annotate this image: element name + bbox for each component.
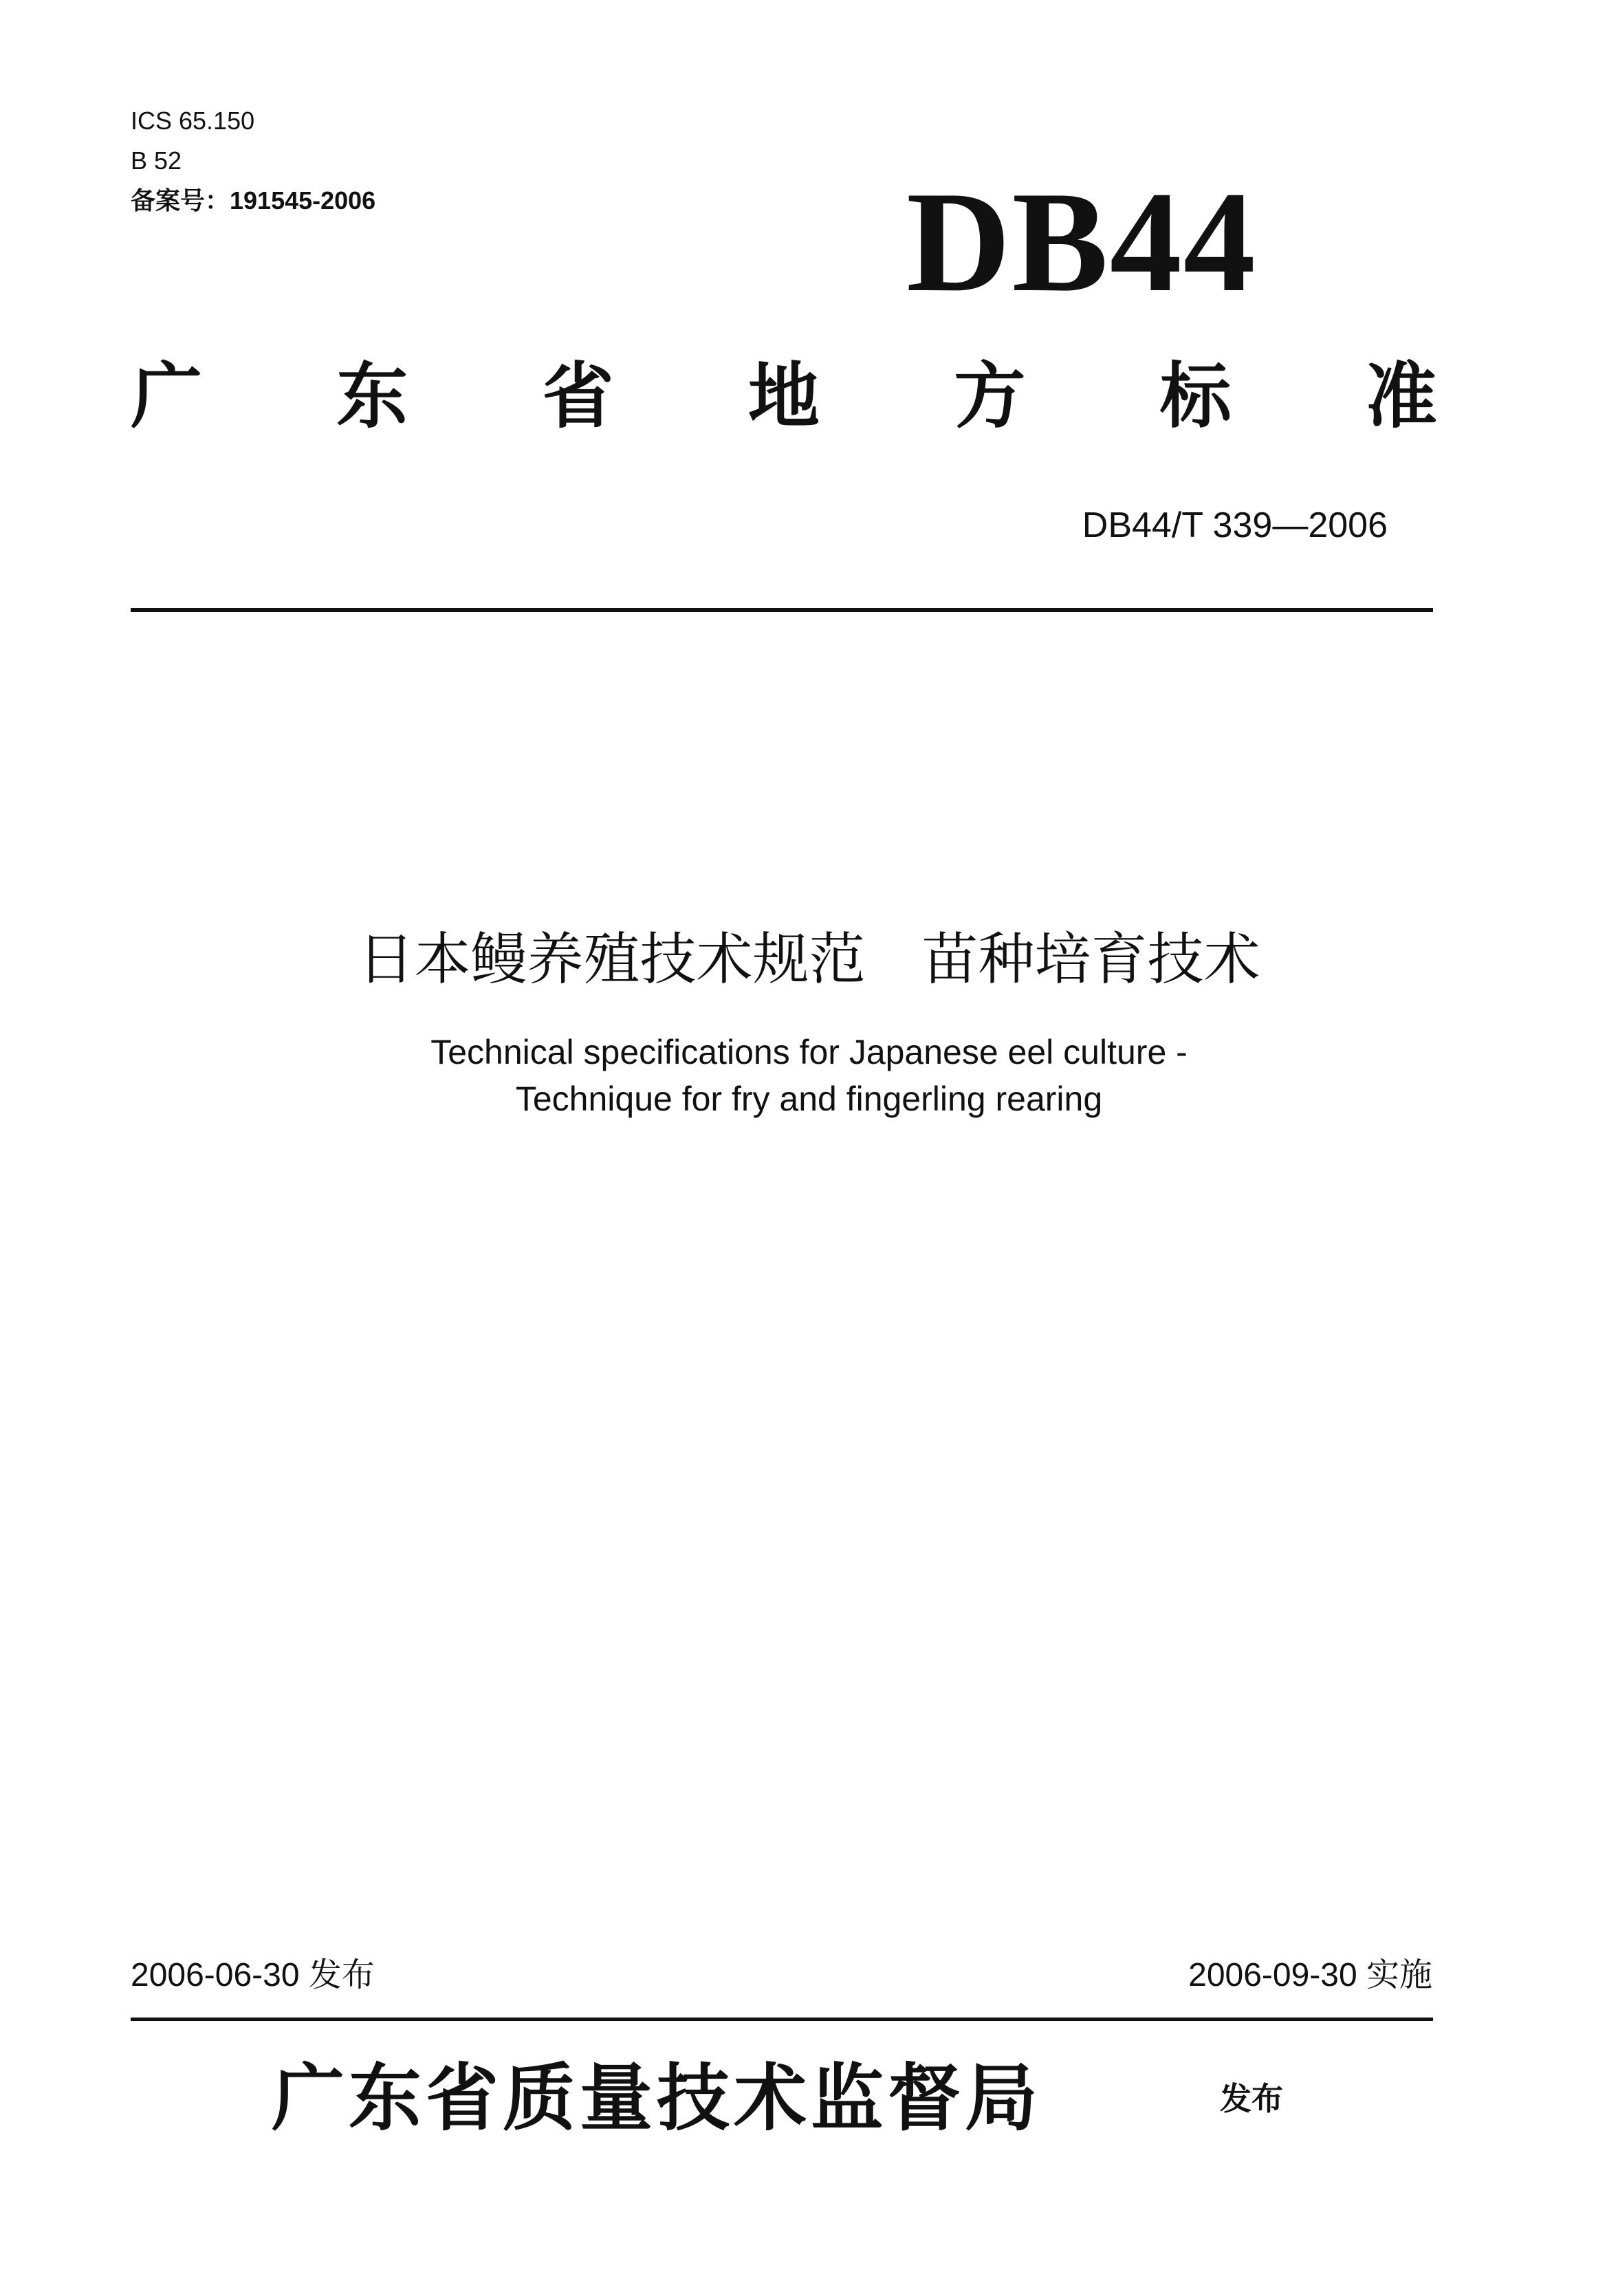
standard-type-char: 省 [542,354,614,438]
implementation-date: 2006-09-30 实施 [1188,1957,1432,1993]
standard-type-char: 广 [131,354,203,438]
issuing-authority: 广东省质量技术监督局 [272,2055,1042,2141]
standard-type-char: 方 [954,354,1026,438]
issuing-authority-suffix: 发布 [1220,2081,1283,2117]
document-title-english-line2: Technique for fry and fingerling rearing [515,1080,1103,1118]
record-number: 备案号：191545-2006 [131,186,376,215]
standard-type-title [131,354,1437,438]
standard-type-char: 东 [336,354,408,438]
issue-date: 2006-06-30 发布 [131,1957,375,1993]
ics-code: ICS 65.150 [131,107,255,135]
standard-type-char: 地 [747,354,820,438]
document-title-english-line1: Technical specifications for Japanese eel culture - [430,1033,1188,1071]
standard-mark-logo: DB44 [906,162,1257,322]
standard-number: DB44/T 339—2006 [1082,505,1388,545]
footer-divider [131,2018,1433,2021]
header-divider [131,608,1433,612]
document-title-chinese: 日本鳗养殖技术规范 苗种培育技术 [358,927,1260,992]
ccs-code: B 52 [131,146,182,175]
standard-type-char: 标 [1159,354,1232,438]
standard-type-char: 准 [1365,354,1437,438]
